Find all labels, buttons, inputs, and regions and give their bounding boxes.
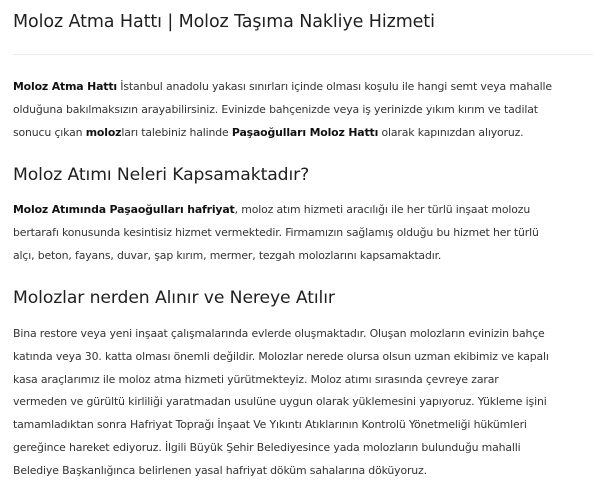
paragraph-line: katında veya 30. katta olması önemli değildir. Molozlar nerede olursa olsun uzman ekibimiz ve kapalı <box>13 349 549 363</box>
section-heading: Moloz Atımı Neleri Kapsamaktadır? <box>13 165 310 185</box>
title-divider <box>13 54 593 55</box>
paragraph-line: gereğince hareket ediyoruz. İlgili Büyük Şehir Belediyesince yada molozların bulunduğu mahalli <box>13 440 521 454</box>
text-span: İstanbul anadolu yakası sınırları içinde olması koşulu ile hangi semt veya mahalle <box>117 80 552 93</box>
intro-paragraph <box>13 76 593 144</box>
bold-text: Moloz Atma Hattı <box>13 80 117 93</box>
paragraph-line <box>13 76 593 99</box>
paragraph-line: Belediye Başkanlığınca belirlenen yasal hafriyat döküm sahalarına döküyoruz. <box>13 463 427 477</box>
paragraph-line: kasa araçlarımız ile moloz atma hizmeti yürütmekteyiz. Moloz atımı sırasında çevreye zarar <box>13 372 499 386</box>
paragraph-line: alçı, beton, fayans, duvar, şap kırım, mermer, tezgah molozlarını kapsamaktadır. <box>13 248 442 262</box>
paragraph-line: olduğuna bakılmaksızın arayabilirsiniz. Evinizde bahçenizde veya iş yerinizde yıkım kırım ve tadilat <box>13 102 538 116</box>
bold-text: Paşaoğulları Moloz Hattı <box>231 125 379 139</box>
section-paragraph <box>13 199 593 267</box>
text-span: ları talebiniz halinde <box>121 125 232 139</box>
paragraph-line: vermeden ve gürültü kirliliği yaratmadan usulüne uygun olarak yüklemesini yapıyoruz. Yükleme işini <box>13 395 547 409</box>
paragraph-line <box>13 122 593 145</box>
text-span: olarak kapınızdan alıyoruz. <box>378 125 524 139</box>
paragraph-line: tamamladıktan sonra Hafriyat Toprağı İnşaat Ve Yıkıntı Atıklarının Kontrolü Yönetmeliği hükümleri <box>13 418 527 432</box>
paragraph-line: Bina restore veya yeni inşaat çalışmalarında evlerde oluşmaktadır. Oluşan molozların evinizin bahçe <box>13 327 545 340</box>
text-span: , moloz atım hizmeti aracılığı ile her türlü inşaat molozu <box>234 203 531 216</box>
paragraph-line <box>13 199 593 222</box>
section-heading: Molozlar nerden Alınır ve Nereye Atılır <box>13 288 335 308</box>
bold-text: moloz <box>85 125 122 139</box>
paragraph-line: bertarafı konusunda kesintisiz hizmet vermektedir. Firmamızın sağlamış olduğu bu hizmet her türlü <box>13 225 539 239</box>
page-title: Moloz Atma Hattı | Moloz Taşıma Nakliye Hizmeti <box>13 12 435 32</box>
bold-text: Moloz Atımında Paşaoğulları hafriyat <box>13 203 235 216</box>
section-paragraph <box>13 323 593 483</box>
text-span: sonucu çıkan <box>13 125 86 139</box>
